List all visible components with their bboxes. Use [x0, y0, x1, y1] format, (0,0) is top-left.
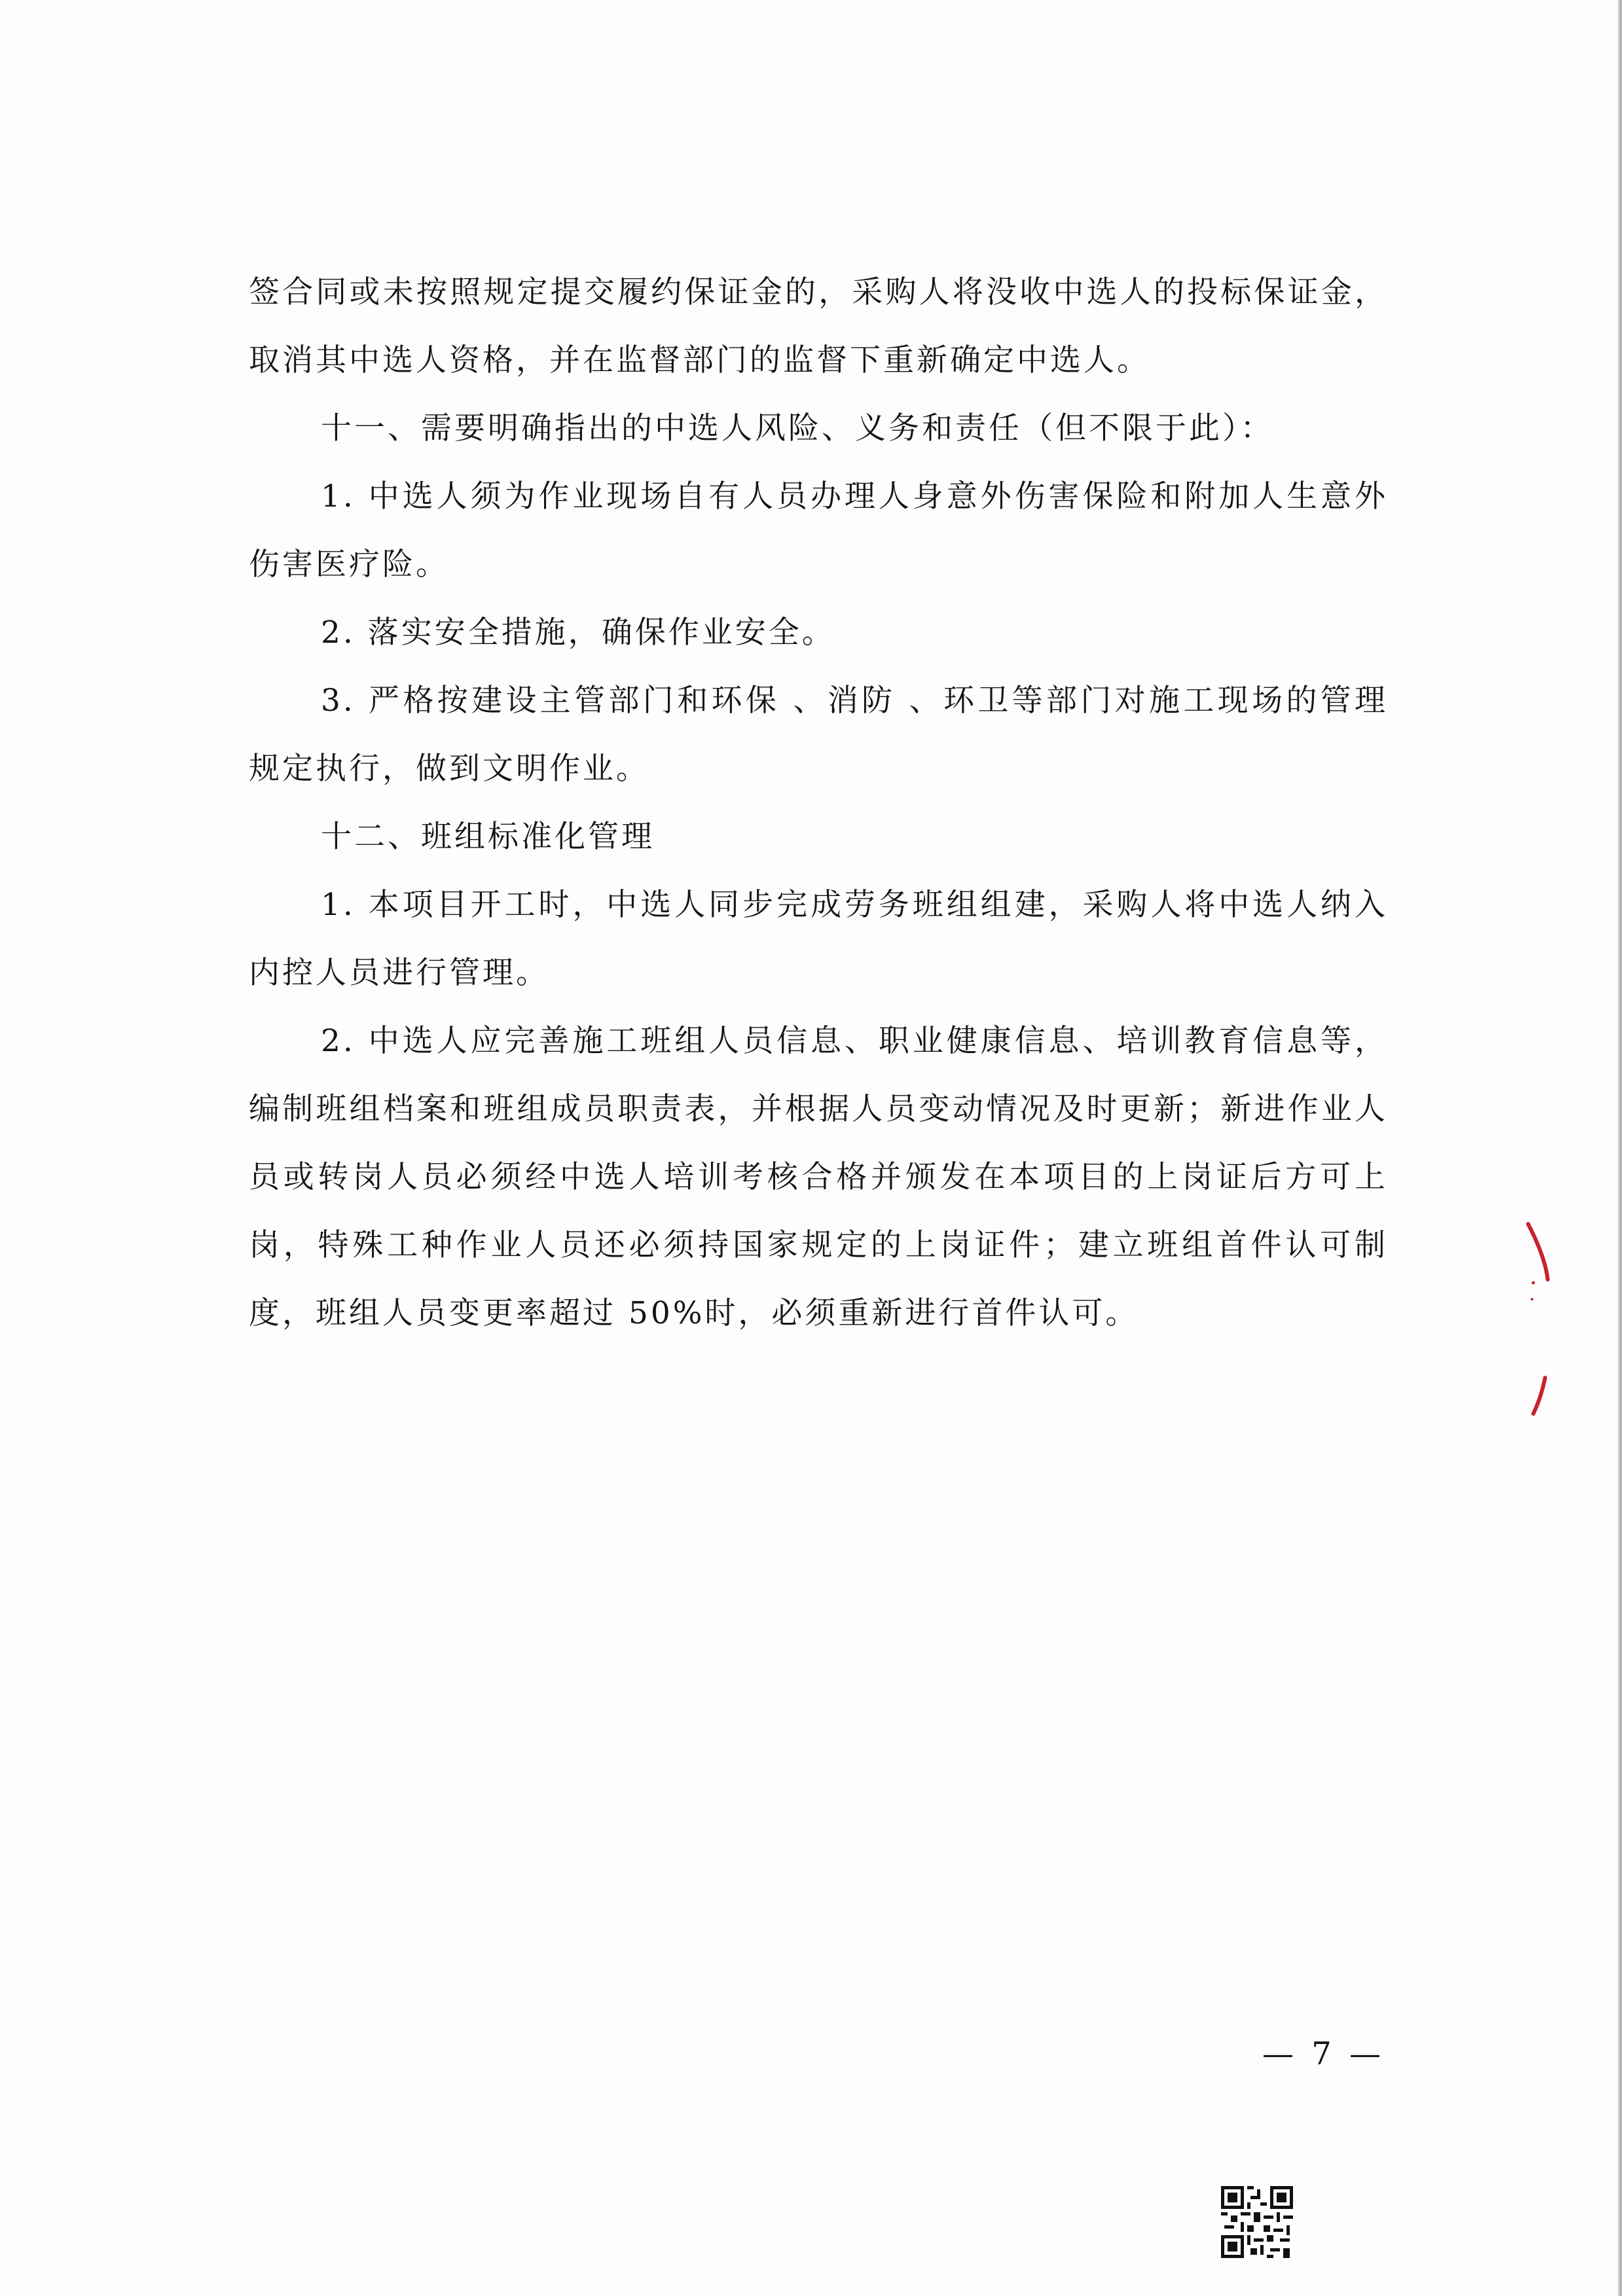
- paragraph-item-12-1: 1. 本项目开工时，中选人同步完成劳务班组组建，采购人将中选人纳入内控人员进行管理。: [249, 887, 1388, 991]
- page-number: — 7 —: [1262, 2036, 1385, 2072]
- section-heading-11: 十一、需要明确指出的中选人风险、义务和责任（但不限于此）：: [321, 410, 1274, 446]
- section-heading-12: 十二、班组标准化管理: [321, 819, 655, 855]
- paragraph-item-11-3: 3. 严格按建设主管部门和环保 、消防 、环卫等部门对施工现场的管理规定执行，做到文明作业。: [249, 683, 1388, 787]
- paragraph-item-12-2: 2. 中选人应完善施工班组人员信息、职业健康信息、培训教育信息等，编制班组档案和班组成员职责表，并根据人员变动情况及时更新；新进作业人员或转岗人员必须经中选人培训考核合格并颁发在本项目的上岗证后方可上岗，特殊工种作业人员还必须持国家规定的上岗证件；建立班组首件认可制度，班组人员变更率超过 50%时，必须重新进行首件认可。: [249, 1023, 1388, 1331]
- qr-code-icon: [1221, 2186, 1293, 2258]
- paragraph-1: 签合同或未按照规定提交履约保证金的，采购人将没收中选人的投标保证金，取消其中选人资格，并在监督部门的监督下重新确定中选人。: [249, 274, 1388, 378]
- document-body: [249, 259, 1388, 1348]
- scan-edge-shadow: [1618, 0, 1622, 2296]
- partial-red-seal-icon: [1519, 1211, 1558, 1427]
- paragraph-item-11-2: 2. 落实安全措施，确保作业安全。: [321, 615, 835, 651]
- paragraph-item-11-1: 1. 中选人须为作业现场自有人员办理人身意外伤害保险和附加人生意外伤害医疗险。: [249, 478, 1388, 583]
